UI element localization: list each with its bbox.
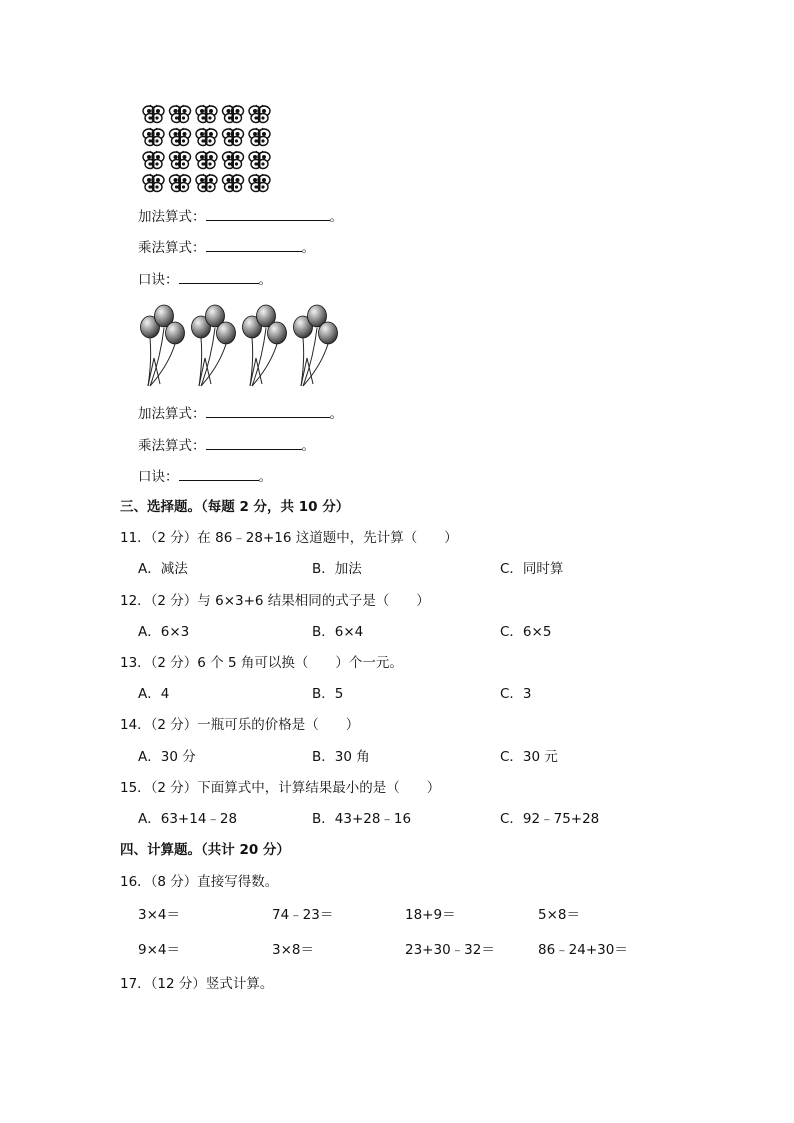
question-15-option-a[interactable]: A．63+14﹣28 [138, 811, 238, 827]
mul-answer-blank[interactable] [206, 436, 302, 450]
butterfly-grid [138, 102, 278, 194]
question-15-stem: 15．（2 分）下面算式中，计算结果最小的是（ ） [120, 780, 441, 796]
oral-calc-item: 74﹣23＝ [272, 907, 334, 923]
oral-calc-item: 18+9＝ [405, 907, 456, 923]
butterfly-icon [223, 174, 244, 192]
butterfly-icon [249, 105, 270, 123]
group1-mul-line [138, 238, 315, 257]
balloon-group-icon [243, 305, 287, 386]
question-12-option-a[interactable]: A．6×3 [138, 624, 190, 640]
add-label: 加法算式： [138, 209, 206, 225]
rhyme-label: 口诀： [138, 272, 179, 288]
question-12-stem: 12．（2 分）与 6×3+6 结果相同的式子是（ ） [120, 593, 430, 609]
butterfly-icon [223, 105, 244, 123]
end-mark: 。 [329, 406, 343, 422]
question-16-stem: 16．（8 分）直接写得数。 [120, 874, 279, 890]
oral-calc-item: 3×4＝ [138, 907, 180, 923]
oral-calc-item: 5×8＝ [538, 907, 580, 923]
balloons-picture [138, 300, 343, 392]
butterfly-icon [170, 174, 191, 192]
balloon-group-icon [141, 305, 185, 386]
group2-add-line [138, 404, 343, 423]
question-11-option-c[interactable]: C．同时算 [500, 561, 564, 577]
butterfly-icon [249, 128, 270, 146]
add-answer-blank[interactable] [206, 404, 330, 418]
question-13-option-a[interactable]: A．4 [138, 686, 170, 702]
oral-calc-item: 9×4＝ [138, 942, 180, 958]
question-12-option-b[interactable]: B．6×4 [312, 624, 364, 640]
mul-answer-blank[interactable] [206, 238, 302, 252]
mul-label: 乘法算式： [138, 240, 206, 256]
butterfly-icon [170, 105, 191, 123]
question-11-option-a[interactable]: A．减法 [138, 561, 188, 577]
butterfly-icon [170, 151, 191, 169]
rhyme-answer-blank[interactable] [179, 467, 259, 481]
question-15-option-c[interactable]: C．92﹣75+28 [500, 811, 600, 827]
add-answer-blank[interactable] [206, 207, 330, 221]
end-mark: 。 [258, 272, 272, 288]
rhyme-label: 口诀： [138, 469, 179, 485]
rhyme-answer-blank[interactable] [179, 270, 259, 284]
butterfly-icon [170, 128, 191, 146]
end-mark: 。 [329, 209, 343, 225]
mul-label: 乘法算式： [138, 438, 206, 454]
group1-add-line [138, 207, 343, 226]
question-12-option-c[interactable]: C．6×5 [500, 624, 552, 640]
group2-rhyme-line [138, 467, 272, 486]
question-13-option-c[interactable]: C．3 [500, 686, 532, 702]
butterfly-icon [223, 151, 244, 169]
butterfly-icon [143, 151, 164, 169]
group1-rhyme-line [138, 270, 272, 289]
oral-calc-item: 3×8＝ [272, 942, 314, 958]
butterfly-icon [196, 105, 217, 123]
butterfly-icon [196, 151, 217, 169]
end-mark: 。 [301, 240, 315, 256]
add-label: 加法算式： [138, 406, 206, 422]
butterfly-icon [249, 151, 270, 169]
question-14-option-a[interactable]: A．30 分 [138, 749, 196, 765]
group2-mul-line [138, 436, 315, 455]
butterfly-icon [223, 128, 244, 146]
balloon-groups [138, 300, 343, 392]
balloon-group-icon [294, 305, 338, 386]
butterfly-icon [196, 174, 217, 192]
butterflies-picture [138, 102, 278, 194]
butterfly-icon [143, 174, 164, 192]
oral-calc-item: 23+30﹣32＝ [405, 942, 495, 958]
end-mark: 。 [301, 438, 315, 454]
butterfly-icon [143, 105, 164, 123]
section3-title: 三、选择题。（每题 2 分，共 10 分） [120, 499, 350, 515]
butterfly-icon [249, 174, 270, 192]
oral-calc-item: 86﹣24+30＝ [538, 942, 628, 958]
balloon-group-icon [192, 305, 236, 386]
question-11-stem: 11．（2 分）在 86﹣28+16 这道题中，先计算（ ） [120, 530, 458, 546]
question-15-option-b[interactable]: B．43+28﹣16 [312, 811, 412, 827]
question-14-option-c[interactable]: C．30 元 [500, 749, 558, 765]
question-13-stem: 13．（2 分）6 个 5 角可以换（ ）个一元。 [120, 655, 403, 671]
question-17-stem: 17．（12 分）竖式计算。 [120, 976, 274, 992]
butterfly-icon [143, 128, 164, 146]
question-11-option-b[interactable]: B．加法 [312, 561, 362, 577]
question-13-option-b[interactable]: B．5 [312, 686, 344, 702]
question-14-option-b[interactable]: B．30 角 [312, 749, 370, 765]
end-mark: 。 [258, 469, 272, 485]
butterfly-icon [196, 128, 217, 146]
section4-title: 四、计算题。（共计 20 分） [120, 842, 290, 858]
question-14-stem: 14．（2 分）一瓶可乐的价格是（ ） [120, 717, 360, 733]
